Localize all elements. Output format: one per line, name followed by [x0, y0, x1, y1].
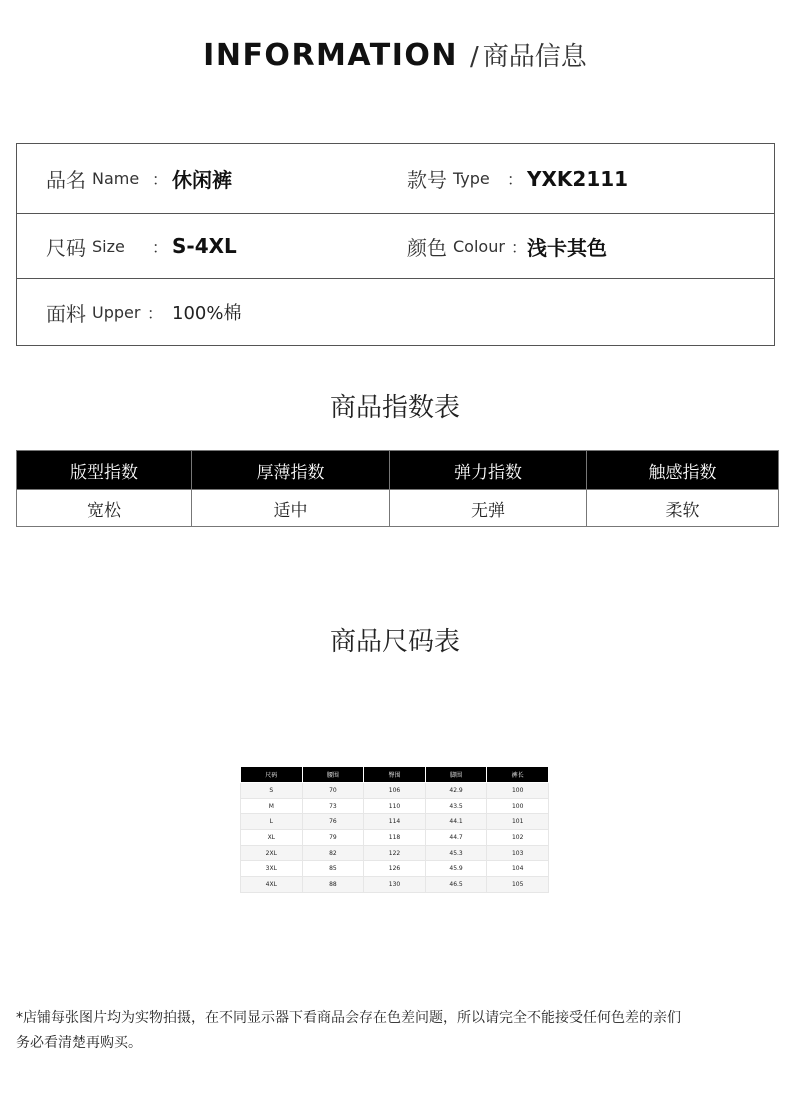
product-index-table — [16, 450, 779, 527]
size-header-cell: 腰围 — [302, 767, 364, 783]
size-row — [241, 783, 549, 799]
index-header-row — [17, 451, 779, 490]
upper-label: 面料 Upper — [46, 301, 141, 326]
header-title-en: INFORMATION — [203, 38, 459, 73]
size-cell: 110 — [364, 798, 426, 814]
size-cell: XL — [241, 830, 303, 846]
size-label: 尺码 Size — [46, 235, 125, 260]
index-table-title: 商品指数表 — [329, 393, 460, 423]
size-cell: 103 — [487, 845, 549, 861]
size-cell: 104 — [487, 861, 549, 877]
size-row — [241, 861, 549, 877]
size-cell: 100 — [487, 798, 549, 814]
size-cell: 44.1 — [425, 814, 487, 830]
type-label: 款号 Type — [407, 168, 490, 192]
size-cell: 105 — [487, 877, 549, 893]
size-table-title: 商品尺码表 — [329, 627, 460, 657]
size-cell: 70 — [302, 783, 364, 799]
index-value-thickness: 适中 — [192, 490, 390, 527]
size-chart-table — [240, 766, 549, 893]
index-value-fit: 宽松 — [17, 490, 192, 527]
size-cell: 114 — [364, 814, 426, 830]
upper-colon: ： — [147, 303, 164, 323]
size-row — [241, 877, 549, 893]
index-value-elasticity: 无弹 — [390, 490, 587, 527]
disclaimer-note — [16, 1006, 756, 1056]
size-cell: 106 — [364, 783, 426, 799]
index-header-touch: 触感指数 — [587, 451, 779, 490]
size-cell: 76 — [302, 814, 364, 830]
colour-value: 浅卡其色 — [527, 235, 607, 260]
size-colon: ： — [152, 237, 169, 257]
size-cell: 102 — [487, 830, 549, 846]
size-cell: 100 — [487, 783, 549, 799]
size-cell: M — [241, 798, 303, 814]
colour-colon: ： — [511, 237, 528, 257]
size-value: S-4XL — [172, 234, 237, 258]
size-cell: 126 — [364, 861, 426, 877]
size-cell: 4XL — [241, 877, 303, 893]
info-row-size-colour — [17, 214, 774, 279]
disclaimer-line-2: 务必看清楚再购买。 — [16, 1035, 142, 1051]
header-title-cn: 商品信息 — [482, 42, 587, 72]
page-header — [0, 36, 790, 73]
size-cell: 46.5 — [425, 877, 487, 893]
index-header-elasticity: 弹力指数 — [390, 451, 587, 490]
header-slash: / — [470, 42, 479, 72]
info-row-name-type — [17, 144, 774, 214]
type-value: YXK2111 — [527, 166, 629, 191]
index-header-fit: 版型指数 — [17, 451, 192, 490]
product-info-table — [16, 143, 775, 346]
index-value-row — [17, 490, 779, 527]
name-label: 品名 Name — [46, 168, 140, 192]
size-cell: 130 — [364, 877, 426, 893]
colour-label: 颜色 Colour — [407, 235, 505, 260]
size-cell: 122 — [364, 845, 426, 861]
type-colon: ： — [507, 170, 524, 189]
index-header-thickness: 厚薄指数 — [192, 451, 390, 490]
size-cell: 42.9 — [425, 783, 487, 799]
size-row — [241, 798, 549, 814]
size-cell: 82 — [302, 845, 364, 861]
size-header-cell: 尺码 — [241, 767, 303, 783]
size-cell: L — [241, 814, 303, 830]
size-header-cell: 裤长 — [487, 767, 549, 783]
upper-value: 100%棉 — [172, 303, 242, 324]
size-cell: S — [241, 783, 303, 799]
size-row — [241, 814, 549, 830]
size-cell: 85 — [302, 861, 364, 877]
size-cell: 44.7 — [425, 830, 487, 846]
size-cell: 45.9 — [425, 861, 487, 877]
disclaimer-line-1: *店铺每张图片均为实物拍摄，在不同显示器下看商品会存在色差问题，所以请完全不能接受任何色差的亲们 — [16, 1010, 681, 1026]
index-value-touch: 柔软 — [587, 490, 779, 527]
size-cell: 43.5 — [425, 798, 487, 814]
size-cell: 73 — [302, 798, 364, 814]
size-header-row — [241, 767, 549, 783]
size-row — [241, 845, 549, 861]
size-header-cell: 臀围 — [364, 767, 426, 783]
size-cell: 101 — [487, 814, 549, 830]
size-cell: 88 — [302, 877, 364, 893]
name-colon: ： — [152, 170, 169, 189]
size-cell: 45.3 — [425, 845, 487, 861]
size-cell: 2XL — [241, 845, 303, 861]
size-cell: 79 — [302, 830, 364, 846]
size-header-cell: 脚围 — [425, 767, 487, 783]
size-cell: 3XL — [241, 861, 303, 877]
info-row-upper — [17, 279, 774, 345]
size-row — [241, 830, 549, 846]
name-value: 休闲裤 — [172, 168, 232, 192]
size-cell: 118 — [364, 830, 426, 846]
